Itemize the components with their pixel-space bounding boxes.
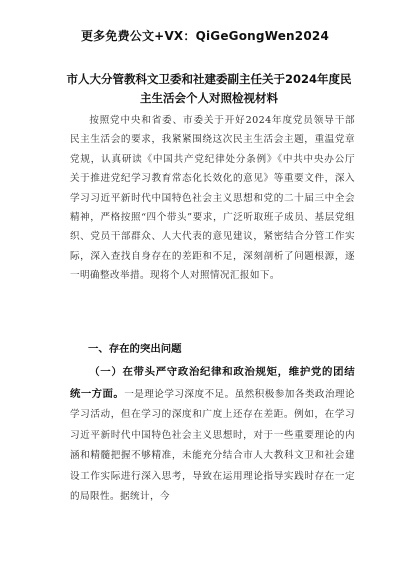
subsection-body: 一是理论学习深度不足。虽然积极参加各类政治理论学习活动，但在学习的深度和广度上还存在差距。例如，在学习习近平新时代中国特色社会主义思想时，对于一些重要理论的内涵和精髓把握不够精准，未能充分结合市人大教科文卫和社会建设工作实际进行深入思考，导致在运用理论指导实践时存在一定的局限性。据统计，今: [70, 388, 356, 502]
intro-paragraph: 按照党中央和省委、市委关于开好2024年度党员领导干部民主生活会的要求，我紧紧围绕这次民主生活会主题，重温党章党规，认真研读《中国共产党纪律处分条例》《中共中央办公厅关于推进党纪学习教育常态化长效化的意见》等重要文件，深入学习习近平新时代中国特色社会主义思想和党的二十届三中全会精神，严格按照“四个带头”要求，广泛听取班子成员、基层党组织、党员干部群众、人大代表的意见建议，紧密结合分管工作实际，深入查找自身存在的差距和不足，深刻剖析了问题根源，逐一明确整改举措。现将个人对照情况汇报如下。: [70, 115, 355, 282]
subsection-heading: （一）在带头严守政治纪律和政治规矩，维护党的团结统一方面。: [70, 366, 355, 400]
subsection-paragraph: [70, 362, 355, 508]
section-heading: 一、存在的突出问题: [88, 343, 182, 355]
promo-banner: 更多免费公文+VX：QiGeGongWen2024: [80, 29, 329, 43]
document-title: 市人大分管教科文卫委和社建委副主任关于2024年度民主生活会个人对照检视材料: [66, 72, 352, 105]
